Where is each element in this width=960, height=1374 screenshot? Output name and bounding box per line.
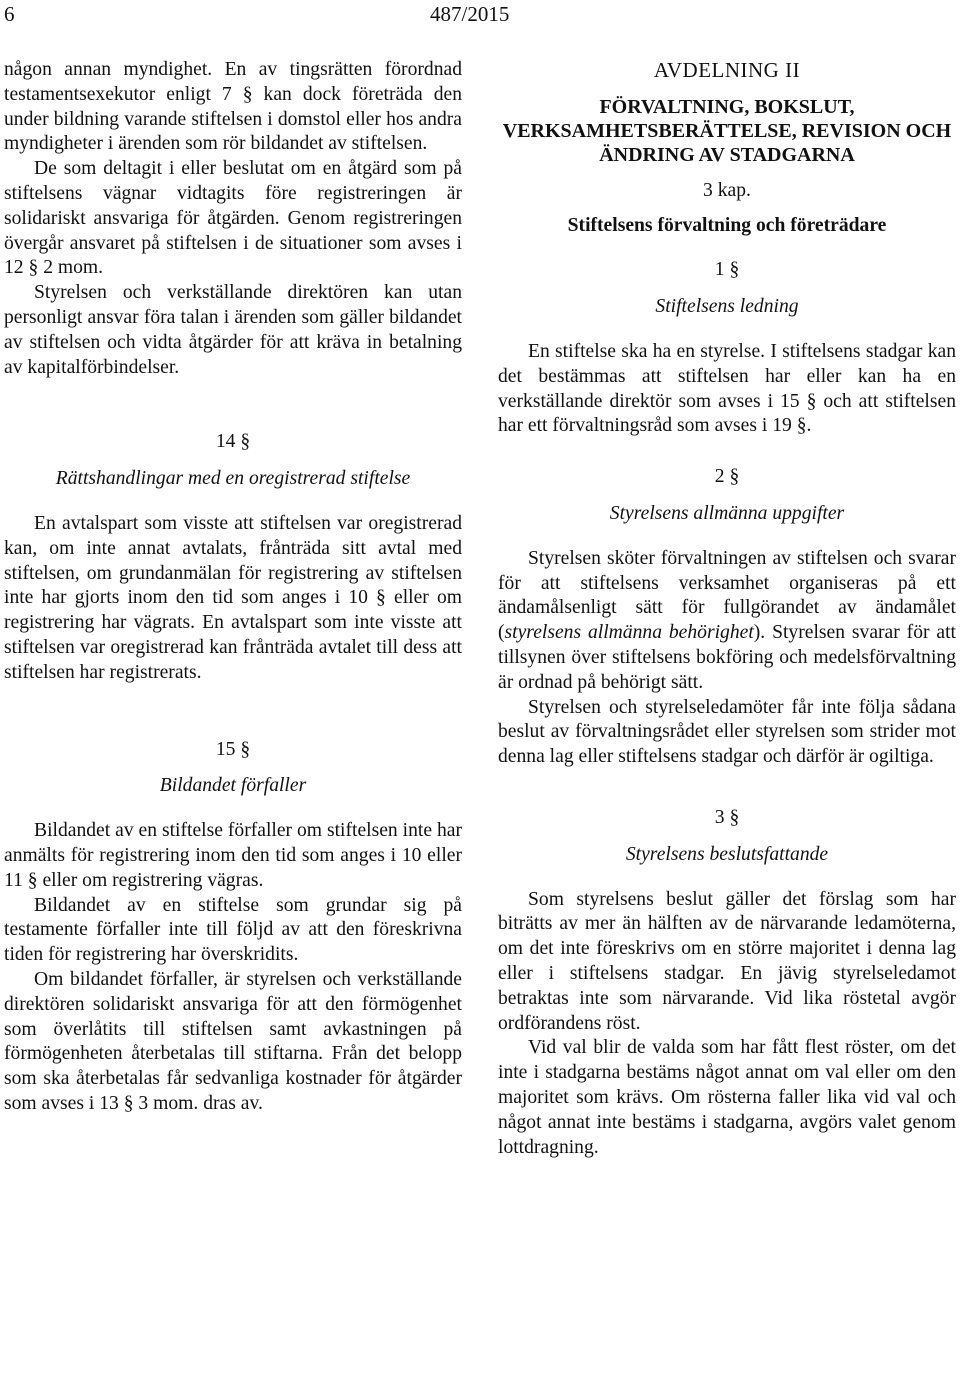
division-title: FÖRVALTNING, BOKSLUT, VERKSAMHETSBERÄTTELSE, REVISION OCH ÄNDRING AV STADGARNA — [502, 95, 952, 166]
paragraph: Om bildandet förfaller, är styrelsen och verkställande direktören solidariskt ansvariga för att den förmögenhet som överlåtits till stiftelsen samt avkastningen på förmögenheten återbetalas till stiftarna. Från det belopp som ska återbetalas får sedvanliga kostnader för åtgärder som avses i 13 § 3 mom. dras av. — [4, 968, 462, 1114]
paragraph: Styrelsen och styrelseledamöter får inte följa sådana beslut av förvaltningsrådet eller styrelsen som strider mot denna lag eller stiftelsens stadgar och därför är ogiltiga. — [498, 696, 956, 768]
section-title-14: Rättshandlingar med en oregistrerad stiftelse — [55, 468, 411, 490]
paragraph-part: ). Styrelsen svarar för att tillsynen över stiftelsens bokföring och medelsförvaltning är ordnad på behörigt sätt. — [498, 622, 956, 693]
right-column — [498, 58, 956, 1160]
italic-term: styrelsens allmänna behörighet — [504, 622, 754, 644]
paragraph: Som styrelsens beslut gäller det förslag som har biträtts av mer än hälften av de närvarande ledamöterna, om det inte föreskrivs om en större majoritet i denna lag eller i stiftelsens stadgar. En jävig styrelseledamot betraktas inte som närvarande. Vid lika röstetal avgör ordförandens röst. — [498, 888, 956, 1034]
section-title-15: Bildandet förfaller — [159, 775, 307, 797]
document-number: 487/2015 — [430, 2, 510, 26]
section-heading-15: 15 § — [215, 738, 251, 760]
section-title-2: Styrelsens allmänna uppgifter — [609, 502, 845, 524]
paragraph: En avtalspart som visste att stiftelsen var oregistrerad kan, om inte annat avtalats, frånträda sitt avtal med stiftelsen, om grundanmälan för registrering av stiftelsen inte har gjorts inom den tid som anges i 10 § eller om registrering har vägrats. En avtalspart som inte visste att stiftelsen var oregistrerad kan frånträda avtalet till dess att stiftelsen har registrerats. — [4, 512, 462, 683]
chapter-title: Stiftelsens förvaltning och företrädare — [567, 214, 887, 236]
division-heading: AVDELNING II — [653, 58, 801, 82]
section-heading-1: 1 § — [714, 259, 740, 281]
left-column — [4, 58, 462, 1117]
paragraph: Styrelsen och verkställande direktören kan utan personligt ansvar föra talan i ärenden som gäller bildandet av stiftelsen och vidta åtgärder för att kräva in betalning av kapitalförbindelser. — [4, 282, 462, 378]
chapter-heading: 3 kap. — [703, 179, 751, 201]
section-heading-3: 3 § — [714, 806, 740, 828]
paragraph: någon annan myndighet. En av tingsrätten förordnad testamentsexekutor enligt 7 § kan dock företräda den under bildning varande stiftelsen i domstol eller hos andra myndigheter i ärenden som rör bildandet av stiftelsen. — [4, 59, 462, 155]
paragraph: En stiftelse ska ha en styrelse. I stiftelsens stadgar kan det bestämmas att stiftelsen har eller kan ha en verkställande direktör som avses i 15 § och att stiftelsen har ett förvaltningsråd som avses i 19 §. — [498, 340, 956, 437]
paragraph: Bildandet av en stiftelse förfaller om stiftelsen inte har anmälts för registrering inom den tid som anges i 10 eller 11 § eller om registrering vägras. — [4, 820, 462, 891]
page-number: 6 — [4, 2, 15, 26]
paragraph: De som deltagit i eller beslutat om en åtgärd som på stiftelsens vägnar vidtagits före registreringen är solidariskt ansvariga för åtgärden. Genom registreringen övergår ansvaret på stiftelsen i de situationer som avses i 12 § 2 mom. — [4, 158, 462, 279]
section-heading-2: 2 § — [714, 466, 740, 488]
paragraph-part: Styrelsen sköter förvaltningen av stiftelsen och svarar för att stiftelsens verksamhet organiseras på ett ändamålsenligt sätt för fullgörandet av ändamålet ( — [498, 547, 956, 644]
paragraph: Bildandet av en stiftelse som grundar sig på testamente förfaller inte till följd av att den föreskrivna tiden för registrering har överskridits. — [4, 894, 462, 966]
page-header — [0, 0, 960, 44]
section-title-1: Stiftelsens ledning — [655, 296, 799, 318]
paragraph — [498, 547, 956, 696]
section-title-3: Styrelsens beslutsfattande — [625, 843, 829, 865]
paragraph: Vid val blir de valda som har fått flest röster, om det inte i stadgarna bestäms något annat om val eller om den majoritet som krävs. Om rösterna faller lika vid val och något annat inte bestäms i stadgarna, avgörs valet genom lottdragning. — [498, 1037, 956, 1158]
section-heading-14: 14 § — [215, 431, 251, 453]
